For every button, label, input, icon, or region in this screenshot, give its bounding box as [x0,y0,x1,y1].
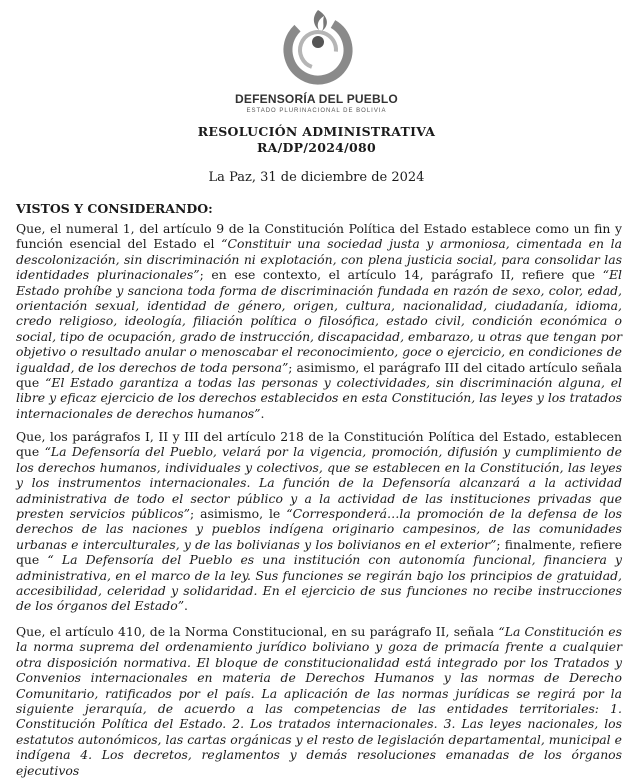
paragraph-text: ; asimismo, el parágrafo III del citado artículo señala que [16,359,622,391]
resolution-title: RESOLUCIÓN ADMINISTRATIVA [197,124,436,139]
paragraph-text: Que, el numeral 1, del artículo 9 de la Constitución Política del Estado establece como un fin y función esencial del Estado el [16,221,622,252]
paragraph-text: . [184,598,188,614]
org-subtitle: ESTADO PLURINACIONAL DE BOLIVIA [246,108,387,114]
legal-quote: “El Estado prohíbe y sanciona toda forma de discriminación fundada en razón de sexo, color, edad, orientación sexual, identidad de género, origen, cultura, nacionalidad, ciudadanía, idioma, credo religioso, ideología, filiación política o filosófica, estado civil, condición económica o social, tipo de ocupación, grado de instrucción, discapacidad, embarazo, u otras que tengan por objetivo o resultado anular o menoscabar el reconocimiento, goce o ejercicio, en condiciones de igualdad, de los derechos de toda persona” [16,267,622,375]
legal-quote: “La Constitución es la norma suprema del ordenamiento jurídico boliviano y goza de primacía frente a cualquier otra disposición normativa. El bloque de constitucionalidad está integrado por los Tratados y Convenios internacionales en materia de Derechos Humanos y las normas de Derecho Comunitario, ratificados por el país. La aplicación de las normas jurídicas se regirá por la siguiente jerarquía, de acuerdo a las competencias de las entidades territoriales: 1. Constitución Política del Estado. 2. Los tratados internacionales. 3. Las leyes nacionales, los estatutos autonómicos, las cartas orgánicas y el resto de legislación departamental, municipal e indígena 4. Los decretos, reglamentos y demás resoluciones emanadas de los órganos ejecutivos [16,624,622,778]
legal-quote: “Corresponderá…la promoción de la defensa de los derechos de las naciones y pueblos indígena originario campesinos, de las comunidades urbanas e interculturales, y de las bolivianas y los bolivianos en el exterior” [16,506,622,552]
section-heading: VISTOS Y CONSIDERANDO: [16,201,213,216]
paragraph-text: ; asimismo, le [189,506,287,522]
paragraph-text: Que, el artículo 410, de la Norma Constitucional, en su parágrafo II, señala [16,624,499,639]
legal-quote: “La Defensoría del Pueblo, velará por la vigencia, promoción, difusión y cumplimiento de los derechos humanos, individuales y colectivos, que se establecen en la Constitución, las leyes y los instrumentos internacionales. La función de la Defensoría alcanzará a la actividad administrativa de todo el sector público y a la actividad de las instituciones privadas que presten servicios públicos” [16,444,623,522]
legal-quote: “ La Defensoría del Pueblo es una institución con autonomía funcional, financiera y administrativa, en el marco de la ley. Sus funciones se regirán bajo los principios de gratuidad, accesibilidad, celeridad y solidaridad. En el ejercicio de sus funciones no recibe instrucciones de los órganos del Estado” [16,552,622,614]
legal-quote: “Constituir una sociedad justa y armoniosa, cimentada en la descolonización, sin discriminación ni explotación, con plena justicia social, para consolidar las identidades plurinacionales” [16,236,622,283]
paragraph-text: ; finalmente, refiere que [16,536,622,568]
paragraph-2 [16,429,622,614]
legal-quote: “El Estado garantiza a todas las personas y colectividades, sin discriminación alguna, el libre y eficaz ejercicio de los derechos establecidos en esta Constitución, las leyes y los tratados internacionales de derechos humanos” [16,375,623,421]
paragraph-text: Que, los parágrafos I, II y III del artículo 218 de la Constitución Política del Estado, establecen que [16,429,622,460]
paragraph-3 [16,624,622,778]
defensoria-logo-icon [278,4,358,90]
paragraph-text: . [260,405,265,421]
resolution-code: RA/DP/2024/080 [256,140,377,155]
paragraph-1 [16,221,622,421]
paragraph-text: ; en ese contexto, el artículo 14, parágrafo II, refiere que [199,267,603,283]
org-name: DEFENSORÍA DEL PUEBLO [235,92,398,106]
place-date: La Paz, 31 de diciembre de 2024 [208,170,425,185]
